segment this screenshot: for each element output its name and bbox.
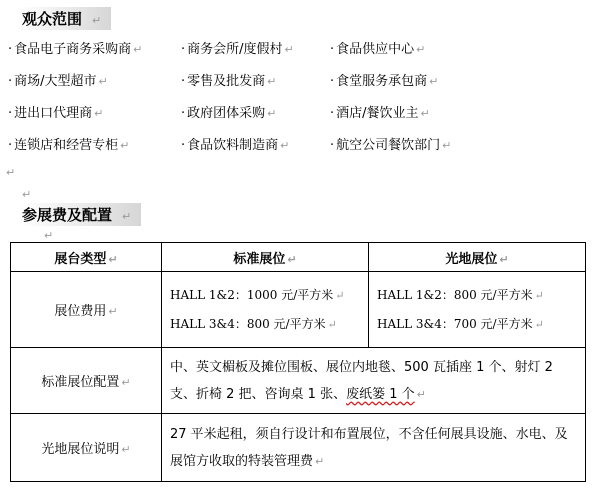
audience-item xyxy=(330,42,425,58)
bullet-dot: · xyxy=(181,42,186,57)
raw-space-text: 27 平米起租，须自行设计和布置展位，不含任何展具设施、水电、及展馆方收取的特装管理费 ↵ xyxy=(162,414,586,482)
bullet-dot: · xyxy=(330,138,335,153)
config-text: 中、英文楣板及摊位围板、展位内地毯、500 瓦插座 1 个、射灯 2 支、折椅 2 把、咨询桌 1 张、废纸篓 1 个 ↵ xyxy=(162,348,586,414)
audience-item xyxy=(8,74,108,90)
audience-item xyxy=(330,138,451,154)
table-row-raw-space xyxy=(11,414,586,482)
table-header-row xyxy=(11,243,586,272)
audience-item-label: 连锁店和经营专柜 xyxy=(14,138,119,153)
paragraph-mark: ↵ xyxy=(429,75,439,88)
standard-fee-hall34: HALL 3&4：800 元/平方米 ↵ xyxy=(170,316,337,331)
audience-item-label: 进出口代理商 xyxy=(14,106,93,121)
audience-item xyxy=(330,74,438,90)
audience-item-label: 酒店/餐饮业主 xyxy=(336,106,419,121)
fee-label: 展位费用 ↵ xyxy=(11,272,162,348)
audience-item-label: 商务会所/度假村 xyxy=(187,42,283,57)
paragraph-mark: ↵ xyxy=(6,166,16,179)
paragraph-mark: ↵ xyxy=(442,139,452,152)
audience-item-label: 食品电子商务采购商 xyxy=(14,42,132,57)
bullet-dot: · xyxy=(181,74,186,89)
audience-item xyxy=(8,106,103,122)
audience-item-label: 食品饮料制造商 xyxy=(187,138,279,153)
standard-fee-cell xyxy=(162,272,369,348)
header-raw-space: 光地展位 ↵ xyxy=(369,243,586,272)
audience-heading: 观众范围 ↵ xyxy=(18,7,111,30)
table-row-config xyxy=(11,348,586,414)
audience-item-label: 零售及批发商 xyxy=(187,74,266,89)
raw-fee-cell xyxy=(369,272,586,348)
paragraph-mark: ↵ xyxy=(22,188,32,201)
fees-heading: 参展费及配置 ↵ xyxy=(18,203,141,226)
paragraph-mark: ↵ xyxy=(133,43,143,56)
raw-fee-hall12: HALL 1&2：800 元/平方米 ↵ xyxy=(377,287,544,302)
bullet-dot: · xyxy=(330,42,335,57)
paragraph-mark: ↵ xyxy=(94,107,104,120)
bullet-dot: · xyxy=(8,106,13,121)
audience-item xyxy=(181,106,276,122)
paragraph-mark: ↵ xyxy=(120,139,130,152)
audience-item xyxy=(8,138,129,154)
header-standard-booth: 标准展位 ↵ xyxy=(162,243,369,272)
wavy-underlined-text: 废纸篓 1 个 xyxy=(346,386,415,402)
raw-fee-hall34: HALL 3&4：700 元/平方米 ↵ xyxy=(377,316,544,331)
bullet-dot: · xyxy=(8,138,13,153)
paragraph-mark: ↵ xyxy=(416,43,426,56)
config-label: 标准展位配置 ↵ xyxy=(11,348,162,414)
audience-item xyxy=(181,74,276,90)
table-row-fee xyxy=(11,272,586,348)
paragraph-mark: ↵ xyxy=(267,75,277,88)
fees-table xyxy=(10,242,586,482)
audience-item-label: 食品供应中心 xyxy=(336,42,415,57)
paragraph-mark: ↵ xyxy=(98,75,108,88)
paragraph-mark: ↵ xyxy=(280,139,290,152)
paragraph-mark: ↵ xyxy=(267,107,277,120)
audience-item-label: 航空公司餐饮部门 xyxy=(336,138,441,153)
audience-item-label: 政府团体采购 xyxy=(187,106,266,121)
paragraph-mark: ↵ xyxy=(420,107,430,120)
standard-fee-hall12: HALL 1&2：1000 元/平方米 ↵ xyxy=(170,287,345,302)
raw-space-label: 光地展位说明 ↵ xyxy=(11,414,162,482)
bullet-dot: · xyxy=(8,74,13,89)
bullet-dot: · xyxy=(8,42,13,57)
bullet-dot: · xyxy=(181,106,186,121)
audience-item xyxy=(181,138,289,154)
bullet-dot: · xyxy=(330,106,335,121)
audience-item xyxy=(8,42,142,58)
audience-item-label: 食堂服务承包商 xyxy=(336,74,428,89)
bullet-dot: · xyxy=(181,138,186,153)
audience-item xyxy=(330,106,430,122)
paragraph-mark: ↵ xyxy=(44,229,54,242)
bullet-dot: · xyxy=(330,74,335,89)
audience-item-label: 商场/大型超市 xyxy=(14,74,97,89)
audience-item xyxy=(181,42,294,58)
paragraph-mark: ↵ xyxy=(284,43,294,56)
header-booth-type: 展台类型 ↵ xyxy=(11,243,162,272)
